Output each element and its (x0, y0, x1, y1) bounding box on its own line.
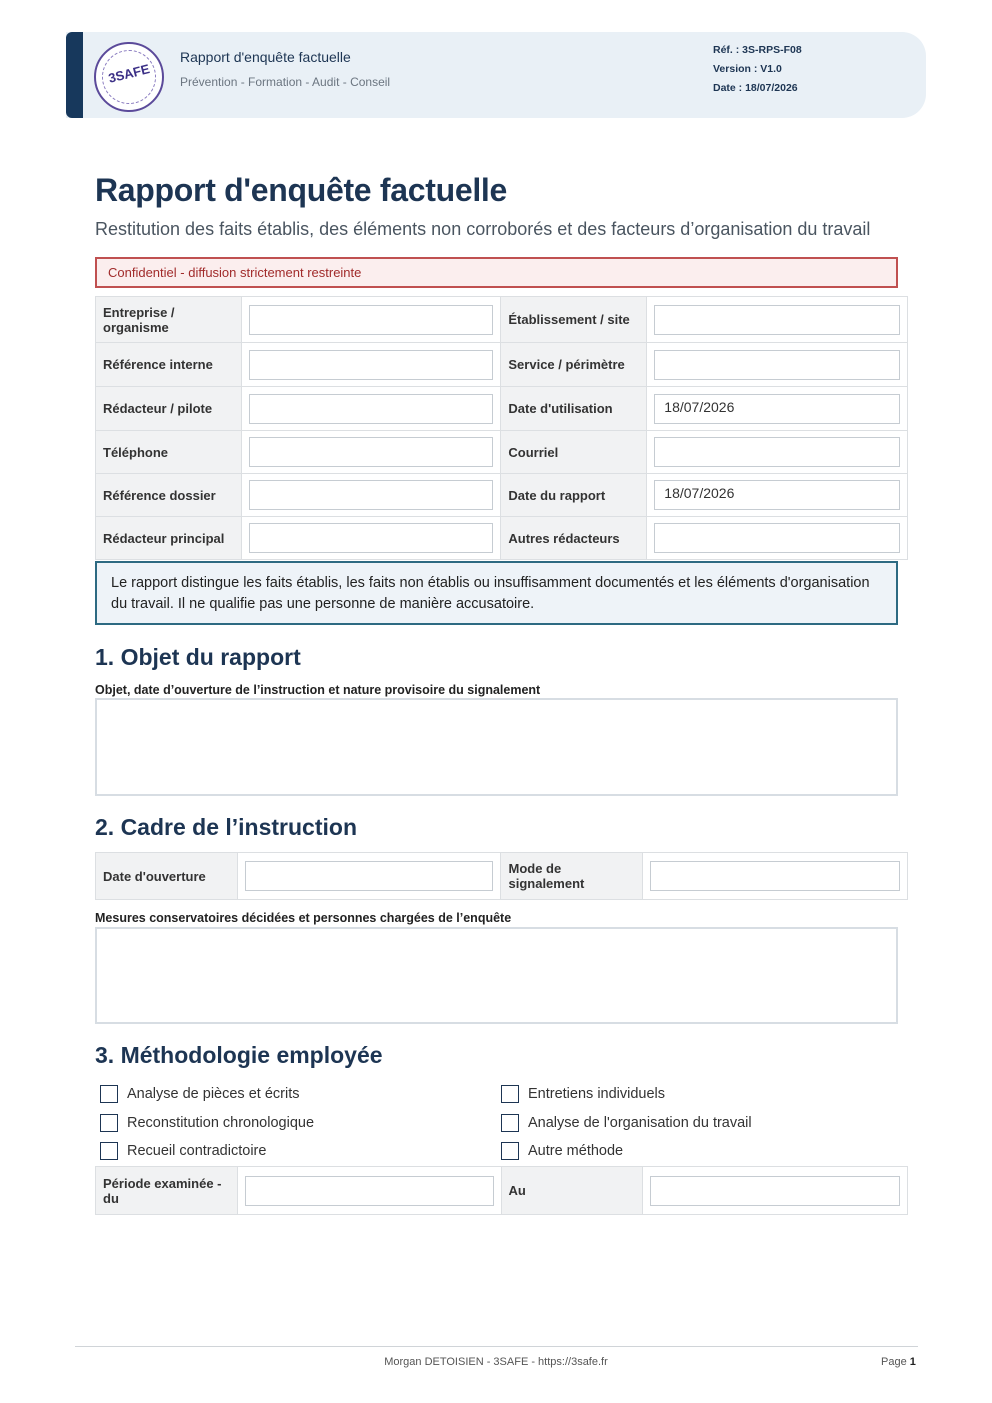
autres-redacteurs-label: Autres rédacteurs (501, 517, 647, 560)
header-ref: Réf. : 3S-RPS-F08 (713, 44, 802, 56)
header-title: Rapport d'enquête factuelle (180, 49, 351, 65)
table-row (96, 517, 908, 560)
info-notice: Le rapport distingue les faits établis, les faits non établis ou insuffisamment documentés et les éléments d'organisation du travail. Il ne qualifie pas une personne de manière accusatoire. (95, 561, 898, 625)
table-row (96, 297, 908, 343)
au-label: Au (501, 1167, 643, 1215)
service-field[interactable] (654, 350, 900, 380)
reference-interne-field[interactable] (249, 350, 494, 380)
checkbox-recueil-contradictoire[interactable] (100, 1142, 266, 1160)
periode-du-field[interactable] (245, 1176, 494, 1206)
etablissement-field[interactable] (654, 305, 900, 335)
footer-text: Morgan DETOISIEN - 3SAFE - https://3safe.fr (384, 1356, 608, 1368)
confidential-banner: Confidentiel - diffusion strictement restreinte (95, 257, 898, 288)
redacteur-pilote-label: Rédacteur / pilote (96, 387, 242, 431)
checkbox-box[interactable] (501, 1114, 519, 1132)
periode-au-field[interactable] (650, 1176, 900, 1206)
cadre-table (95, 852, 908, 900)
page-subtitle: Restitution des faits établis, des éléments non corroborés et des facteurs d’organisation du travail (95, 219, 871, 239)
table-row (96, 474, 908, 517)
reference-dossier-field[interactable] (249, 480, 494, 510)
telephone-field[interactable] (249, 437, 494, 467)
page-number: 1 (909, 1356, 916, 1368)
mesures-textarea[interactable] (95, 927, 898, 1024)
checkbox-analyse-pieces[interactable] (100, 1085, 299, 1103)
header-accent-bar (66, 32, 83, 118)
page-label: Page (881, 1356, 907, 1368)
autres-redacteurs-field[interactable] (654, 523, 900, 553)
reference-dossier-label: Référence dossier (96, 474, 242, 517)
entreprise-label: Entreprise / organisme (96, 297, 242, 343)
checkbox-label: Analyse de pièces et écrits (127, 1086, 300, 1102)
section-3-heading: 3. Méthodologie employée (95, 1042, 383, 1068)
header-subtitle: Prévention - Formation - Audit - Conseil (180, 75, 391, 89)
checkbox-label: Reconstitution chronologique (127, 1115, 315, 1131)
checkbox-reconstitution[interactable] (100, 1114, 314, 1132)
service-label: Service / périmètre (501, 343, 647, 387)
footer-divider (75, 1346, 918, 1347)
objet-caption: Objet, date d’ouverture de l’instruction et nature provisoire du signalement (95, 683, 541, 697)
checkbox-label: Analyse de l'organisation du travail (528, 1115, 752, 1131)
mesures-caption: Mesures conservatoires décidées et personnes chargées de l’enquête (95, 911, 512, 925)
checkbox-box[interactable] (501, 1085, 519, 1103)
document-header (66, 32, 926, 118)
etablissement-label: Établissement / site (501, 297, 647, 343)
table-row (96, 853, 908, 900)
header-date: Date : 18/07/2026 (713, 82, 798, 94)
footer-page-number (881, 1356, 916, 1368)
header-meta (713, 41, 802, 98)
table-row (96, 343, 908, 387)
redacteur-pilote-field[interactable] (249, 394, 494, 424)
date-utilisation-field[interactable]: 18/07/2026 (654, 394, 900, 424)
mode-signalement-label: Mode de signalement (501, 853, 643, 900)
date-ouverture-field[interactable] (245, 861, 494, 891)
entreprise-field[interactable] (249, 305, 494, 335)
table-row (96, 431, 908, 474)
telephone-label: Téléphone (96, 431, 242, 474)
checkbox-organisation-travail[interactable] (501, 1114, 752, 1132)
table-row (96, 1167, 908, 1215)
checkbox-box[interactable] (501, 1142, 519, 1160)
checkbox-entretiens[interactable] (501, 1085, 665, 1103)
mode-signalement-field[interactable] (650, 861, 900, 891)
table-row (96, 387, 908, 431)
redacteur-principal-label: Rédacteur principal (96, 517, 242, 560)
company-logo (94, 42, 164, 112)
periode-label: Période examinée - du (96, 1167, 238, 1215)
courriel-label: Courriel (501, 431, 647, 474)
checkbox-autre-methode[interactable] (501, 1142, 623, 1160)
info-table (95, 296, 908, 560)
header-version: Version : V1.0 (713, 63, 782, 75)
checkbox-box[interactable] (100, 1114, 118, 1132)
checkbox-label: Autre méthode (528, 1143, 624, 1159)
date-ouverture-label: Date d'ouverture (96, 853, 238, 900)
reference-interne-label: Référence interne (96, 343, 242, 387)
objet-textarea[interactable] (95, 698, 898, 796)
checkbox-box[interactable] (100, 1085, 118, 1103)
date-utilisation-label: Date d'utilisation (501, 387, 647, 431)
date-rapport-field[interactable]: 18/07/2026 (654, 480, 900, 510)
section-1-heading: 1. Objet du rapport (95, 644, 301, 670)
redacteur-principal-field[interactable] (249, 523, 494, 553)
courriel-field[interactable] (654, 437, 900, 467)
checkbox-box[interactable] (100, 1142, 118, 1160)
logo-text: 3SAFE (106, 61, 152, 86)
date-rapport-label: Date du rapport (501, 474, 647, 517)
periode-table (95, 1166, 908, 1215)
checkbox-label: Recueil contradictoire (127, 1143, 267, 1159)
section-2-heading: 2. Cadre de l’instruction (95, 814, 357, 840)
page-title: Rapport d'enquête factuelle (95, 172, 508, 208)
checkbox-label: Entretiens individuels (528, 1086, 666, 1102)
